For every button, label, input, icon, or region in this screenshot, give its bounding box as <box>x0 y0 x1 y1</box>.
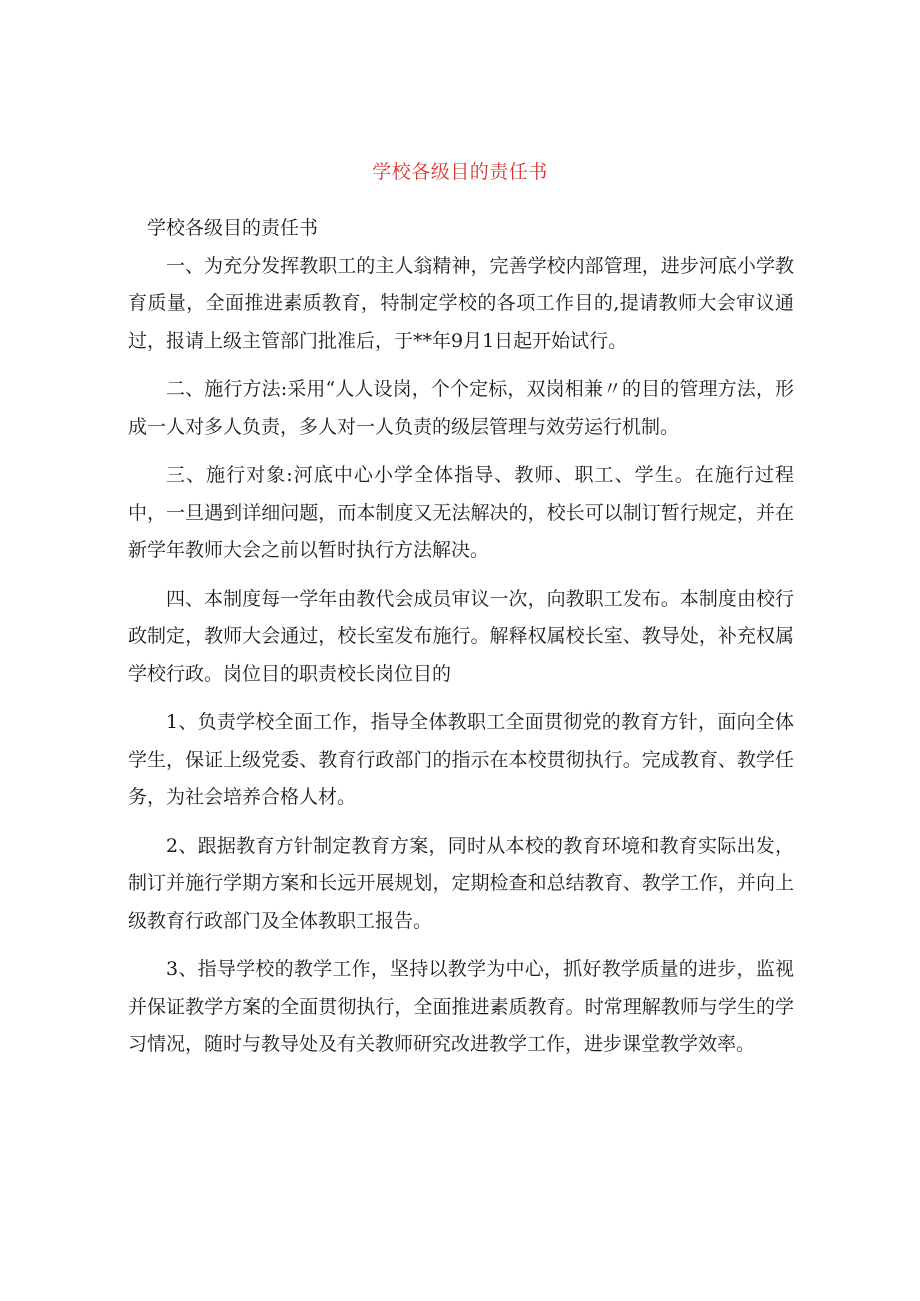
paragraph-6: 2、跟据教育方针制定教育方案，同时从本校的教育环境和教育实际出发，制订并施行学期方案和长远开展规划，定期检查和总结教育、教学工作，并向上级教育行政部门及全体教职工报告。 <box>128 834 794 932</box>
paragraph-2: 二、施行方法:采用“人人设岗，个个定标，双岗相兼〃的目的管理方法，形成一人对多人负责，多人对一人负责的级层管理与效劳运行机制。 <box>128 378 794 438</box>
paragraph-5: 1、负责学校全面工作，指导全体教职工全面贯彻党的教育方针，面向全体学生，保证上级党委、教育行政部门的指示在本校贯彻执行。完成教育、教学任务，为社会培养合格人材。 <box>128 711 794 808</box>
document-title: 学校各级目的责任书 <box>372 161 548 183</box>
document-body <box>128 210 794 1075</box>
paragraph-3: 三、施行对象:河底中心小学全体指导、教师、职工、学生。在施行过程中，一旦遇到详细问题，而本制度又无法解决的，校长可以制订暂行规定，并在新学年教师大会之前以暂时执行方法解决。 <box>128 464 794 561</box>
paragraph-4: 四、本制度每一学年由教代会成员审议一次，向教职工发布。本制度由校行政制定，教师大会通过，校长室发布施行。解释权属校长室、教导处，补充权属学校行政。岗位目的职责校长岗位目的 <box>128 587 794 685</box>
paragraph-7: 3、指导学校的教学工作，坚持以教学为中心，抓好教学质量的进步，监视并保证教学方案的全面贯彻执行，全面推进素质教育。时常理解教师与学生的学习情况，随时与教导处及有关教师研究改进教学工作，进步课堂教学效率。 <box>128 958 794 1055</box>
document-subtitle: 学校各级目的责任书 <box>147 217 319 239</box>
paragraph-1: 一、为充分发挥教职工的主人翁精神，完善学校内部管理，进步河底小学教育质量，全面推进素质教育，特制定学校的各项工作目的,提请教师大会审议通过，报请上级主管部门批准后，于**年9月1日起开始试行。 <box>128 254 794 352</box>
